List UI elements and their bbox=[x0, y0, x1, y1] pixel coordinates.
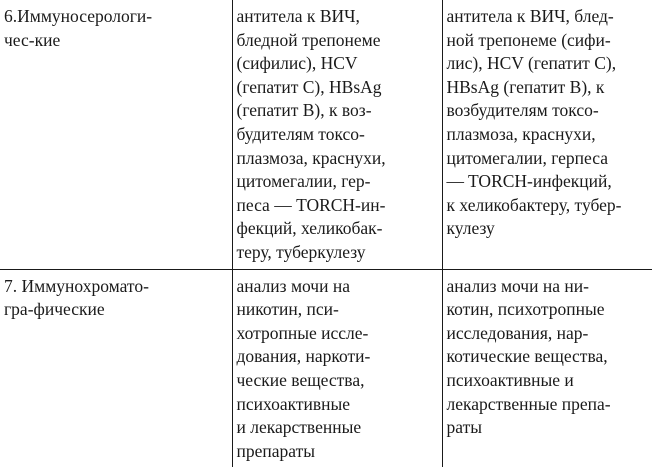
category-text-line: 6.Иммуносерологи- bbox=[4, 6, 153, 26]
description-cell bbox=[232, 0, 442, 269]
description-text-line: теру, туберкулезу bbox=[236, 241, 366, 262]
description-text-line: — TORCH-инфекций, bbox=[446, 171, 612, 192]
description-text-line: лекарственные препа- bbox=[446, 393, 611, 414]
description-text-line: кулезу bbox=[446, 218, 495, 239]
description-text-line: исследования, нар- bbox=[446, 322, 589, 343]
category-text-line: чес-кие bbox=[4, 29, 61, 50]
description-text-line: психоактивные и bbox=[446, 369, 574, 390]
category-cell bbox=[0, 0, 232, 269]
table-row bbox=[0, 269, 652, 467]
description-text-line: котические вещества, bbox=[446, 346, 608, 367]
description-text-line: анализ мочи на ни- bbox=[446, 275, 589, 296]
description-text-line: плазмоза, краснухи, bbox=[446, 123, 596, 144]
description-text-line: хотропные иссле- bbox=[236, 322, 369, 343]
description-text-line: цитомегалии, герпеса bbox=[446, 147, 608, 168]
description-text-line: никотин, пси- bbox=[236, 299, 339, 320]
description-text-line: бледной трепонеме bbox=[236, 29, 381, 50]
description-cell bbox=[232, 269, 442, 467]
description-cell bbox=[442, 269, 652, 467]
description-text-line: анализ мочи на bbox=[236, 275, 350, 296]
description-text-line: препараты bbox=[236, 440, 315, 461]
description-text-line: ной трепонеме (сифи- bbox=[446, 29, 611, 50]
category-cell bbox=[0, 269, 232, 467]
description-text-line: HBsAg (гепатит В), к bbox=[446, 76, 605, 97]
description-text-line: психоактивные bbox=[236, 393, 351, 414]
description-text-line: к хеликобактеру, тубер- bbox=[446, 194, 622, 215]
description-text-line: (сифилис), HCV bbox=[236, 53, 358, 74]
description-text-line: антитела к ВИЧ, bbox=[236, 6, 360, 26]
description-text-line: ческие вещества, bbox=[236, 369, 365, 390]
description-text-line: дования, наркоти- bbox=[236, 346, 371, 367]
description-text-line: фекций, хеликобак- bbox=[236, 218, 383, 239]
description-text-line: возбудителям токсо- bbox=[446, 100, 599, 121]
description-text-line: лис), HCV (гепатит С), bbox=[446, 53, 617, 74]
description-text-line: (гепатит С), HBsAg bbox=[236, 76, 382, 97]
description-text-line: песа — TORCH-ин- bbox=[236, 194, 386, 215]
description-text-line: (гепатит В), к воз- bbox=[236, 100, 372, 121]
description-text-line: и лекарственные bbox=[236, 417, 362, 438]
category-text-line: 7. Иммунохромато- bbox=[4, 275, 149, 296]
description-text-line: цитомегалии, гер- bbox=[236, 171, 371, 192]
description-text-line: плазмоза, краснухи, bbox=[236, 147, 386, 168]
description-text-line: раты bbox=[446, 417, 482, 438]
description-text-line: антитела к ВИЧ, блед- bbox=[446, 6, 614, 26]
description-text-line: будителям токсо- bbox=[236, 123, 365, 144]
description-cell bbox=[442, 0, 652, 269]
description-text-line: котин, психотропные bbox=[446, 299, 605, 320]
category-text-line: гра-фические bbox=[4, 299, 105, 320]
